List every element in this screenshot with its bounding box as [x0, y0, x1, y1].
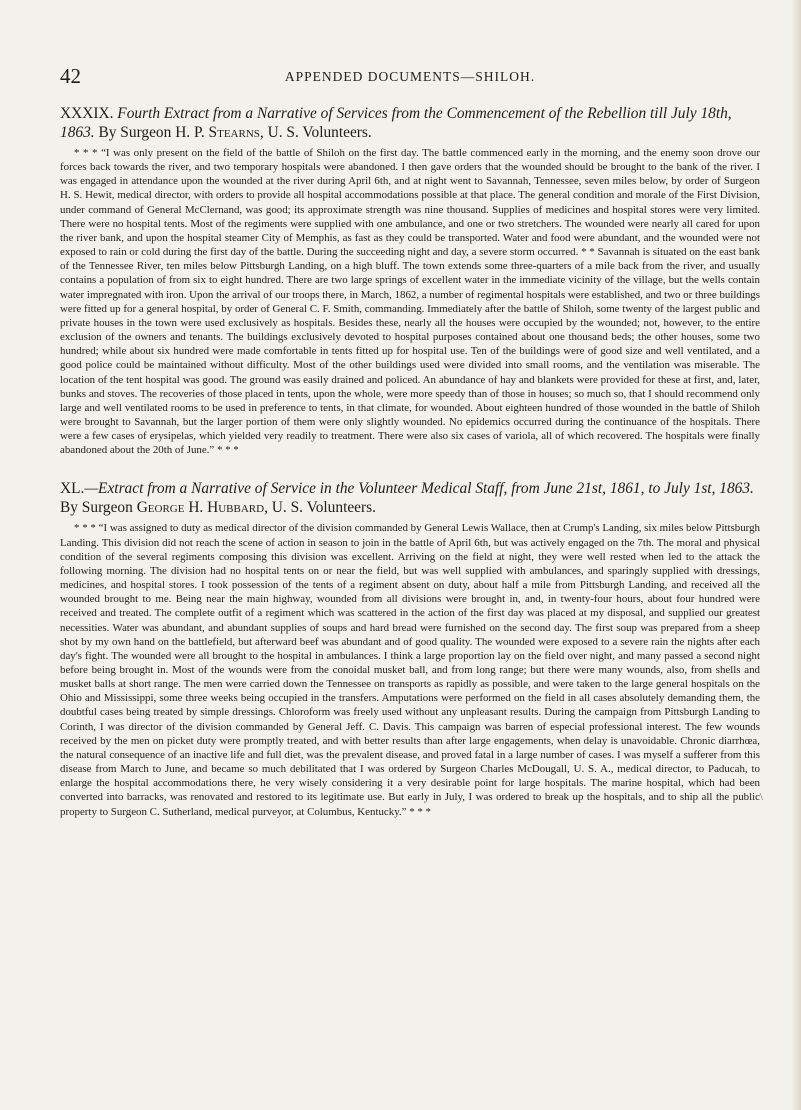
section-number: XXXIX. — [60, 105, 114, 122]
section-title: —Extract from a Narrative of Service in the Volunteer Medical Staff, from June 21st, 1861, to July 1st, 1863. — [84, 480, 754, 498]
page-edge-shadow — [791, 0, 801, 1110]
byline-suffix: , U. S. Volunteers. — [264, 499, 376, 517]
section-body: * * * “I was only present on the field of the battle of Shiloh on the first day. The battle commenced early in the morning, and the enemy soon drove our forces back towards the river, and two temporary hospitals were abandoned. I then gave orders that the wounded should be brought to the bank of the river. I was engaged in attendance upon the wounded at the river during April 6th, and at night went to Savannah, Tennessee, seven miles below, by order of Surgeon H. S. Hewit, medical director, with orders to provide all hospital accommodations possible at that place. The general condition and morale of the First Division, under command of General McClernand, was good; its approximate strength was nine thousand. Supplies of medicines and hospital stores were very limited. There were no hospital tents. Most of the regiments were supplied with one ambulance, and one or two stretchers. The wounded were nearly all cared for upon the river bank, and upon the hospital steamer City of Memphis, as fast as they could be transported. Water and food were abundant, and the wounded were not exposed to rain or cold during the first day of the battle. During the succeeding night and day, a severe storm occurred. * * Savannah is situated on the east bank of the Tennessee River, ten miles below Pittsburgh Landing, on a high bluff. The town extends some three-quarters of a mile back from the river, and usually contains a population of from six to eight hundred. There are two large springs of excellent water in the immediate vicinity of the village, but the wells contain water impregnated with iron. Upon the arrival of our troops there, in March, 1862, a number of regimental hospitals were established, and two or three buildings were fitted up for a general hospital, by order of General C. F. Smith, commanding. Immediately after the battle of Shiloh, some twenty of the largest public and private houses in the town were used exclusively as hospitals. Besides these, nearly all the houses were occupied by the wounded; not, however, to the entire exclusion of the owners and tenants. The buildings exclusively devoted to hospital purposes contained about one thousand beds; the other houses, some two hundred; while about six hundred were made comfortable in tents fitted up for hospital use. Ten of the buildings were of good size and well ventilated, and a good police could be maintained without difficulty. Most of the other buildings used were divided into small rooms, and the ventilation was miserable. The location of the tent hospital was good. The ground was easily drained and policed. An abundance of hay and blankets were provided for these at first, and, later, bunks and stoves. The recoveries of those placed in tents, upon the whole, were more speedy than of those in houses; so much so, that I should recommend only large and well ventilated rooms to be used in preference to tents, in that climate, for wounded. About eighteen hundred of those wounded in the battle of Shiloh were brought to Savannah, but the larger portion of them were only slightly wounded. No epidemics occurred during the continuance of the hospitals. There were a few cases of erysipelas, which yielded very readily to treatment. There were also six cases of variola, all of which recovered. The hospitals were finally abandoned about the 20th of June.” * * * — [60, 147, 760, 457]
page-content — [60, 104, 760, 1084]
page-number: 42 — [60, 64, 81, 88]
section-body: * * * “I was assigned to duty as medical director of the division commanded by General Lewis Wallace, then at Crump's Landing, six miles below Pittsburgh Landing. This division did not reach the scene of action in season to join in the battle of April 6th, but was actively engaged on the 7th. The moral and physical condition of the several regiments composing this division was excellent. Arriving on the field at night, they were well rested when led to the attack the following morning. The division had no hospital tents on or near the field, but was well supplied with ambulances, and sparingly supplied with dressings, medicines, and hospital stores. I took possession of the tents of a regiment absent on duty, about half a mile from Pittsburgh Landing, and received all the wounded brought to me. Being near the main highway, wounded from all divisions were brought in, and, in twenty-four hours, about four hundred were received and treated. The complete outfit of a regiment which was scattered in the action of the first day was placed at my disposal, and supplied our greatest necessities. Water was abundant, and abundant supplies of soups and hard bread were furnished on the second day. The first soup was prepared from a sheep shot by my own hand on the battlefield, but afterward beef was abundant and of good quality. The wounded were exposed to a severe rain the nights after each day's fight. The wounded were all brought to the hospital in ambulances. I think a large proportion lay on the field over night, and many passed a second night before being brought in. Most of the wounds were from the conoidal musket ball, and from long range; but there were many wounds, also, from shells and musket balls at short range. The men were carried down the Tennessee on transports as rapidly as possible, and were taken to the large general hospitals on the Ohio and Mississippi, some three weeks being occupied in the transfers. Amputations were performed on the field in all cases absolutely demanding them, the doubtful cases being treated by simple dressings. Chloroform was freely used without any unpleasant results. During the campaign from Pittsburgh Landing to Corinth, I was director of the division commanded by General Jeff. C. Davis. This campaign was barren of especial professional interest. The few wounds received by the men on picket duty were promptly treated, and with better results than after large engagements, when delay is unavoidable. Chronic diarrhœa, the natural consequence of an inactive life and full diet, was the prevalent disease, and proved fatal in a large number of cases. I was myself a sufferer from this disease from March to June, and became so much debilitated that I was ordered by Surgeon Charles McDougall, U. S. A., medical director, to Paducah, to enlarge the hospital accommodations there, he very wisely considering it a very desirable point for large hospitals. The marine hospital, which had been converted into barracks, was renovated and restored to its legitimate use. But early in July, I was ordered to break up the hospitals, and to ship all the public property to Surgeon C. Sutherland, medical purveyor, at Columbus, Kentucky.” * * * — [60, 522, 760, 818]
section-title: Fourth Extract from a Narrative of Services from the Commencement of the Rebellion till July 18th, 1863. — [60, 105, 732, 141]
author-name: George H. Hubbard — [136, 499, 265, 517]
byline-suffix: , U. S. Volunteers. — [259, 124, 372, 141]
section-number: XL. — [60, 480, 85, 498]
section-xxxix — [60, 104, 760, 457]
section-heading — [60, 104, 760, 142]
margin-mark: \ — [760, 792, 763, 803]
author-name: H. P. Stearns — [175, 124, 260, 141]
running-title: APPENDED DOCUMENTS—SHILOH. — [284, 69, 536, 84]
running-header — [60, 64, 760, 88]
byline-prefix: By Surgeon — [98, 124, 172, 141]
byline-prefix: By Surgeon — [60, 499, 133, 517]
section-xl — [60, 479, 760, 818]
section-heading — [60, 479, 760, 517]
